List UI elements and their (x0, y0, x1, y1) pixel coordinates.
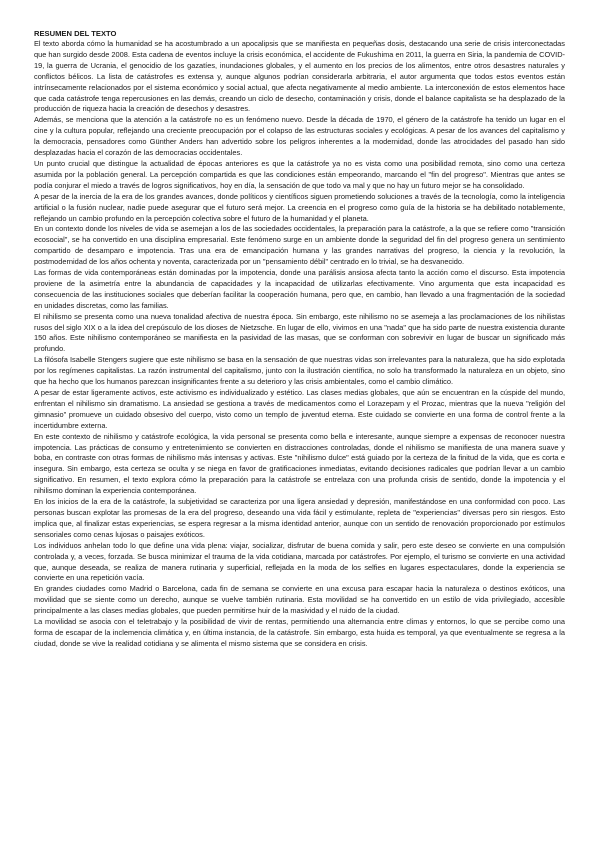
paragraph-4: A pesar de la inercia de la era de los grandes avances, donde políticos y científicos siguen prometiendo soluciones a través de la tecnología, como la inteligencia artificial o la fusión nuclear, nadie puede asegurar que el futuro será mejor. La creencia en el progreso como guía de la historia se ha debilitado notablemente, reflejando un cambio profundo en la percepción colectiva sobre el futuro de la humanidad y el planeta. (34, 191, 565, 223)
paragraph-11: En los inicios de la era de la catástrofe, la subjetividad se caracteriza por una ligera ansiedad y depresión, manifestándose en una conformidad con poco. Las personas buscan explotar las promesas de la era del progreso, deseando una vida fácil y estimulante, repleta de "experiencias" diversas pero sin riesgos. Esto implica que, al finalizar estas experiencias, se espera regresar a la misma identidad anterior, aunque con un sentido de renovación proporcionado por estímulos sensoriales como cenas lujosas o paisajes exóticos. (34, 497, 565, 539)
paragraph-5: En un contexto donde los niveles de vida se asemejan a los de las sociedades occidentales, la preparación para la catástrofe, a la que se refiere como "transición ecosocial", se ha convertido en una disciplina empresarial. Este fenómeno surge en un ambiente donde la seguridad del fin del progreso genera un sentimiento compartido de desamparo e impotencia. Tras una era de emancipación humana y las grandes narrativas del progreso, la ciencia y la revolución, la postmodernidad de los años ochenta y noventa, caracterizada por un "pensamiento débil" centrado en lo trivial, se ha desvanecido. (34, 224, 565, 267)
paragraph-8: La filósofa Isabelle Stengers sugiere que este nihilismo se basa en la sensación de que nuestras vidas son irrelevantes para la naturaleza, que ha sido explotada por los regímenes capitalistas. La razón instrumental del capitalismo, junto con la ilustración científica, no solo ha transformado la naturaleza en un objeto, sino que ha hecho que los humanos parezcan insignificantes frente a su deterioro y las crisis ambientales, como el cambio climático. (34, 355, 565, 387)
paragraph-12: Los individuos anhelan todo lo que define una vida plena: viajar, socializar, disfrutar de buena comida y salir, pero este deseo se convierte en una compulsión controlada y, a veces, forzada. Se busca minimizar el trauma de la vida cotidiana, marcada por catástrofes. Por ejemplo, el turismo se convierte en una actividad que, aunque deseada, se realiza de manera rutinaria y superficial, reflejada en la moda de los selfies en lugares espectaculares, donde la experiencia se convierte en una repetición vacía. (34, 540, 565, 583)
paragraph-7: El nihilismo se presenta como una nueva tonalidad afectiva de nuestra época. Sin embargo, este nihilismo no se asemeja a las proclamaciones de los nihilistas rusos del siglo XIX o a la idea del crepúsculo de los dioses de Nietzsche. En lugar de ello, vivimos en una "nada" que ha sido parte de nuestra existencia durante 150 años. Este nihilismo contemporáneo se manifiesta en la pasividad de las masas, que se conforman con sobrevivir en lugar de buscar un significado más profundo. (34, 311, 565, 354)
paragraph-9: A pesar de estar ligeramente activos, este activismo es individualizado y estético. Las clases medias globales, que aún se encuentran en la cúspide del mundo, enfrentan el nihilismo sin dramatismo. La ansiedad se gestiona a través de medicamentos como el Lorazepam y el Prozac, mientras que la nueva "religión del gimnasio" promueve un cuidado obsesivo del cuerpo, visto como un templo de juventud eterna. Este cuidado se convierte en una forma de control frente a la incertidumbre externa. (34, 388, 565, 430)
paragraph-14: La movilidad se asocia con el teletrabajo y la posibilidad de vivir de rentas, permitiendo una alternancia entre climas y entornos, lo que se percibe como una forma de escapar de la inclemencia climática y, en última instancia, de la catástrofe. Sin embargo, esta huida es temporal, ya que eventualmente se regresa a la ciudad, donde se vive la realidad cotidiana y se alimenta el mismo sistema que se considera en crisis. (34, 617, 565, 648)
paragraph-1: El texto aborda cómo la humanidad se ha acostumbrado a un apocalipsis que se manifiesta en pequeñas dosis, destacando una serie de crisis interconectadas que han surgido desde 2008. Esta cadena de eventos incluye la crisis económica, el accidente de Fukushima en 2011, la guerra en Siria, la pandemia de COVID-19, la guerra de Ucrania, el genocidio de los gazatíes, inundaciones globales, y el aumento en los precios de los alimentos, entre otros desastres naturales y conflictos bélicos. La lista de catástrofes es extensa y, aunque algunos podrían considerarla arbitraria, el autor argumenta que todos estos eventos están intrínsecamente relacionados por el sistema económico y social actual, que afecta negativamente al medio ambiente. La interconexión de estos elementos hace que cada catástrofe tenga repercusiones en las demás, creando un ciclo de desecho, contaminación y crisis, donde el balance capitalista se ha desplazado de la producción de riqueza hacia la creación de desechos y desastres. (34, 39, 565, 114)
document-title: RESUMEN DEL TEXTO (34, 29, 117, 38)
paragraph-6: Las formas de vida contemporáneas están dominadas por la impotencia, donde una parálisis ansiosa afecta tanto la acción como el discurso. Esta impotencia proviene de la asimetría entre la abundancia de capacidades y la incapacidad de utilizarlas efectivamente. Vino argumenta que esta incapacidad es consecuencia de las instituciones sociales que deberían facilitar la cooperación humana, pero que, en cambio, han llevado a una fragmentación de la sociedad en unidades discretas, como las familias. (34, 268, 565, 310)
paragraph-3: Un punto crucial que distingue la actualidad de épocas anteriores es que la catástrofe ya no es vista como una posibilidad remota, sino como una certeza asumida por la población general. La percepción compartida es que las condiciones están empeorando, marcando el "fin del progreso". Mientras que antes se podía conjurar el miedo a través de logros significativos, hoy en día, la sensación de que todo va mal y que no hay un futuro mejor se ha consolidado. (34, 158, 565, 190)
paragraph-10: En este contexto de nihilismo y catástrofe ecológica, la vida personal se presenta como bella e interesante, aunque siempre a expensas de reconocer nuestra impotencia. Las prácticas de consumo y entretenimiento se convierten en distracciones controladas, donde el nihilismo se manifiesta de una manera suave y boba, en contraste con otras formas de nihilismo más intensas y activas. Este "nihilismo dulce" está guiado por la certeza de la finitud de la vida, que es corta e insegura. Sin embargo, esta certeza se oculta y se niega en favor de gratificaciones inmediatas, evitando decisiones radicales que podrían llevar a un cambio significativo. En resumen, el texto explora cómo la preparación para la catástrofe se entrelaza con una profunda crisis de sentido, donde la impotencia y el nihilismo dominan la experiencia contemporánea. (34, 431, 565, 496)
paragraph-2: Además, se menciona que la atención a la catástrofe no es un fenómeno nuevo. Desde la década de 1970, el género de la catástrofe ha tenido un lugar en el cine y la cultura popular, reflejando una creciente preocupación por el colapso de las estructuras sociales y ecológicas. A pesar de los avances del capitalismo y la democracia, pensadores como Günther Anders han advertido sobre los peligros inherentes a la modernidad, donde las atrocidades del pasado han sido desplazadas hacia el corazón de las democracias occidentales. (34, 115, 565, 158)
paragraph-13: En grandes ciudades como Madrid o Barcelona, cada fin de semana se convierte en una excusa para escapar hacia la naturaleza o destinos exóticos, una movilidad que se siente como un derecho, aunque se vuelve también rutinaria. Esta movilidad se ha convertido en un estilo de vida privilegiado, accesible principalmente a las clases medias globales, que pueden permitirse huir de la masividad y el ruido de la ciudad. (34, 584, 565, 616)
